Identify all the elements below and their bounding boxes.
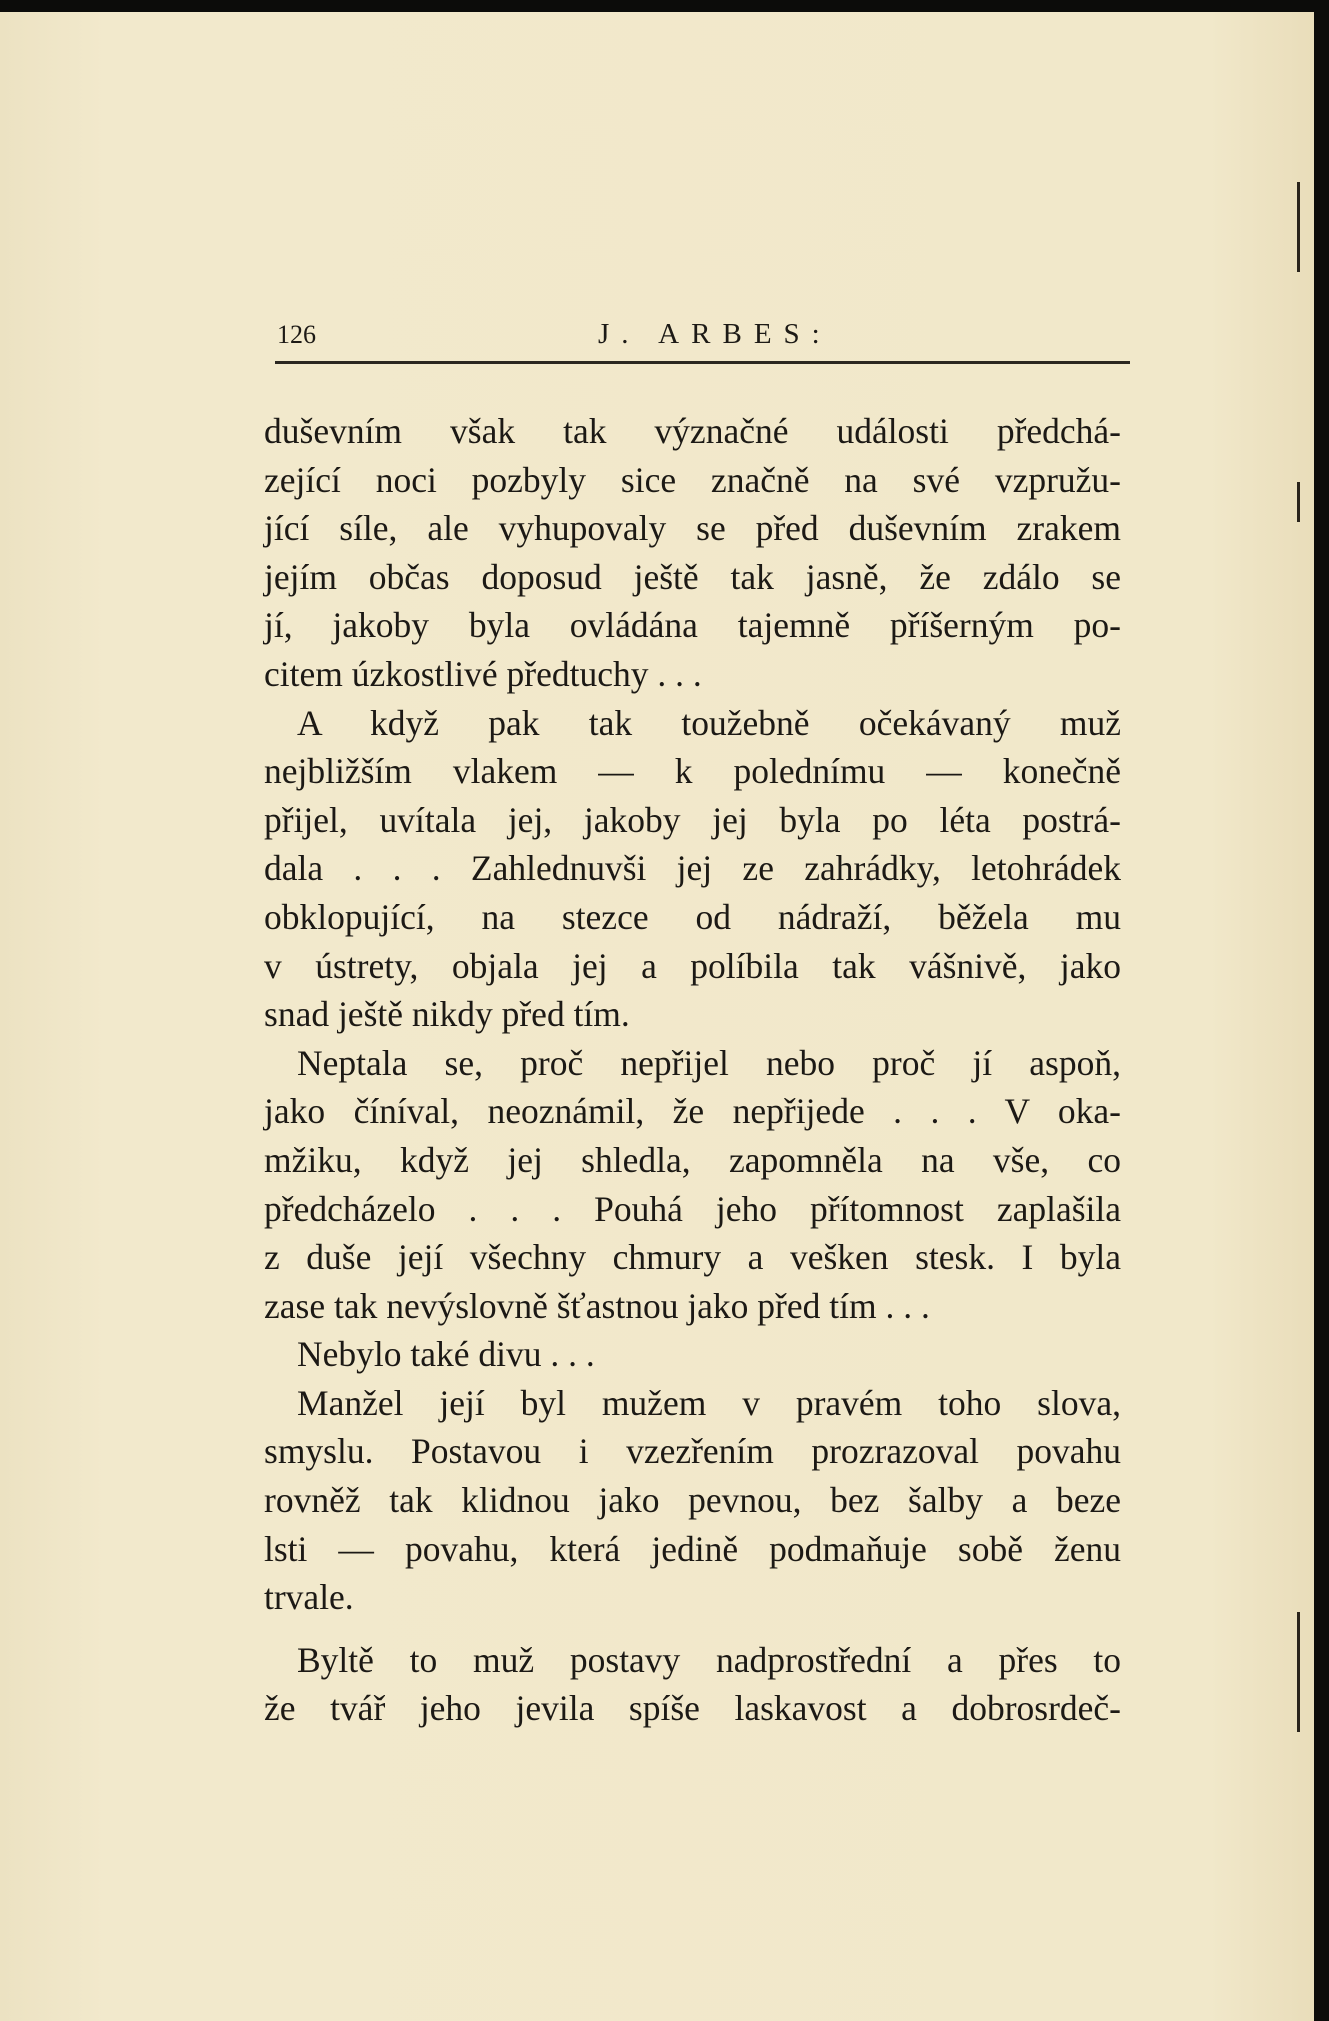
text-line: rovněž tak klidnou jako pevnou, bez šalby a beze [264,1480,1121,1521]
text-line: z duše její všechny chmury a vešken stesk. I byla [264,1237,1121,1278]
paragraph [264,1379,1121,1622]
paragraph [264,407,1121,699]
text-line: jí, jakoby byla ovládána tajemně příšerným po- [264,605,1121,646]
text-line: dala . . . Zahlednuvši jej ze zahrádky, letohrádek [264,848,1121,889]
text-line: Nebylo také divu . . . [297,1334,595,1375]
text-line: zase tak nevýslovně šťastnou jako před tím . . . [264,1285,930,1326]
text-line: jící síle, ale vyhupovaly se před duševním zrakem [264,508,1121,549]
paragraph [264,1039,1121,1331]
page-number: 126 [277,320,316,349]
text-line: mžiku, když jej shledla, zapomněla na vše, co [264,1139,1121,1180]
text-line: jako číníval, neoznámil, že nepřijede . . . V oka- [264,1091,1121,1132]
text-line: že tvář jeho jevila spíše laskavost a dobrosrdeč- [264,1688,1121,1729]
text-line: Neptala se, proč nepřijel nebo proč jí aspoň, [297,1042,1121,1083]
page-header [275,312,1130,366]
text-line: zející noci pozbyly sice značně na své vzpružu- [264,459,1121,500]
paragraph [264,1330,1121,1379]
paragraph-gap [264,1622,1121,1636]
text-line: v ústrety, objala jej a políbila tak vášnivě, jako [264,945,1121,986]
text-line: A když pak tak toužebně očekávaný muž [297,702,1121,743]
page-edge-mark [1297,1612,1300,1732]
running-head: J. ARBES: [598,318,832,350]
text-line: obklopující, na stezce od nádraží, běžela mu [264,896,1121,937]
text-line: smyslu. Postavou i vzezřením prozrazoval povahu [264,1431,1121,1472]
text-line: nejbližším vlakem — k polednímu — konečně [264,751,1121,792]
page-edge-mark [1297,182,1300,272]
text-line: předcházelo . . . Pouhá jeho přítomnost zaplašila [264,1188,1121,1229]
header-rule [275,361,1130,364]
text-line: jejím občas doposud ještě tak jasně, že zdálo se [264,556,1121,597]
text-line: přijel, uvítala jej, jakoby jej byla po léta postrá- [264,799,1121,840]
body-text [264,407,1121,1733]
paragraph [264,1636,1121,1733]
book-page [0,12,1314,2021]
text-line: trvale. [264,1577,354,1618]
text-line: duševním však tak význačné události předchá- [264,411,1121,451]
text-line: lsti — povahu, která jedině podmaňuje sobě ženu [264,1528,1121,1569]
text-line: citem úzkostlivé předtuchy . . . [264,653,702,694]
text-line: snad ještě nikdy před tím. [264,994,630,1035]
paragraph [264,699,1121,1039]
page-edge-mark [1297,482,1300,522]
text-line: Byltě to muž postavy nadprostřední a přes to [297,1639,1121,1680]
text-line: Manžel její byl mužem v pravém toho slova, [297,1382,1121,1423]
